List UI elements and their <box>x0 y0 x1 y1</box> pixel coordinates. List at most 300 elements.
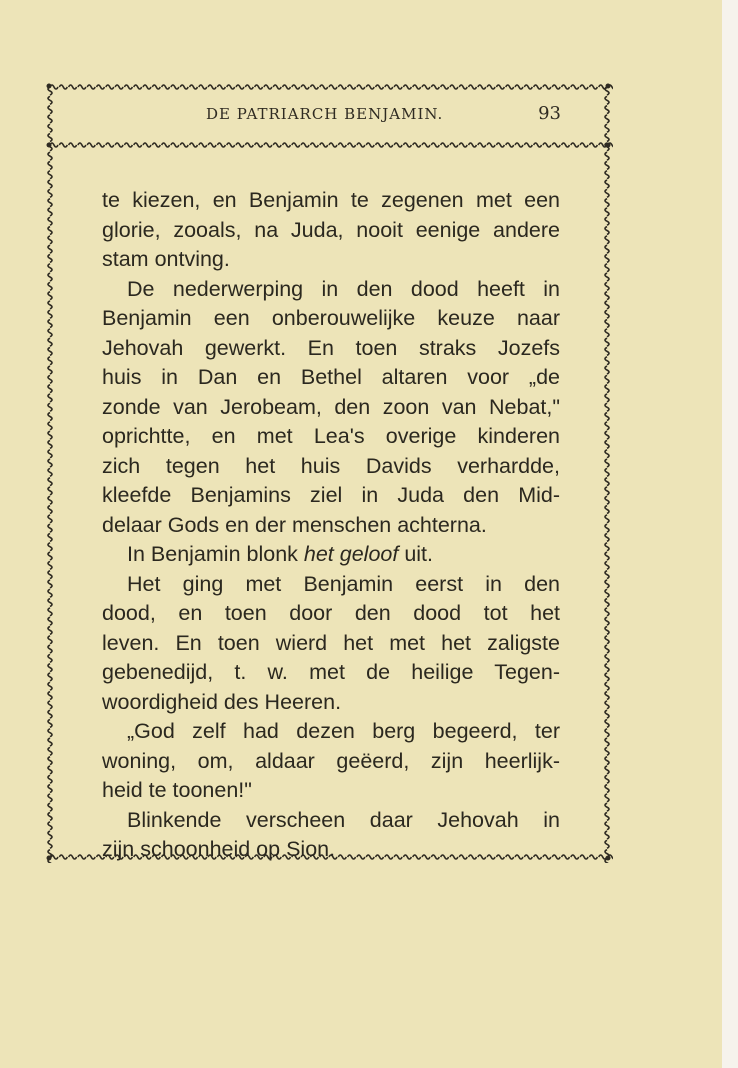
border-ornament <box>552 85 560 89</box>
border-ornament <box>48 561 52 569</box>
emphasis-text: het geloof <box>303 542 399 566</box>
border-ornament <box>422 143 430 147</box>
border-ornament <box>605 496 609 504</box>
border-ornament <box>605 292 609 300</box>
border-ornament <box>605 524 609 532</box>
border-ornament <box>605 450 609 458</box>
border-ornament <box>605 515 609 523</box>
page-number: 93 <box>538 103 561 124</box>
border-ornament <box>48 673 52 681</box>
border-ornament <box>385 85 393 89</box>
border-ornament <box>48 459 52 467</box>
text-line: gebenedijd, t. w. met de heilige Tegen- <box>102 660 560 684</box>
border-ornament <box>78 143 86 147</box>
border-ornament <box>245 143 253 147</box>
border-ornament <box>605 738 609 746</box>
border-ornament <box>48 599 52 607</box>
border-ornament <box>134 85 142 89</box>
border-ornament <box>48 840 52 848</box>
border-ornament <box>48 310 52 318</box>
border-ornament <box>48 227 52 235</box>
border-ornament <box>48 478 52 486</box>
border-ornament <box>605 710 609 718</box>
border-ornament <box>524 85 532 89</box>
border-ornament <box>605 626 609 634</box>
border-ornament <box>329 143 337 147</box>
border-ornament <box>589 855 597 859</box>
border-ornament <box>48 134 52 142</box>
border-ornament <box>605 747 609 755</box>
border-ornament <box>413 143 421 147</box>
border-ornament <box>48 431 52 439</box>
border-ornament <box>48 413 52 421</box>
border-ornament <box>48 403 52 411</box>
paragraph <box>102 540 560 570</box>
border-ornament <box>413 85 421 89</box>
paragraph <box>102 570 560 718</box>
border-ornament <box>48 236 52 244</box>
text-line: glorie, zooals, na Juda, nooit eenige andere <box>102 217 560 242</box>
border-ornament <box>106 85 114 89</box>
border-ornament <box>589 143 597 147</box>
border-ornament <box>227 143 235 147</box>
border-ornament <box>478 85 486 89</box>
border-ornament <box>580 85 588 89</box>
border-ornament <box>236 143 244 147</box>
border-ornament <box>605 394 609 402</box>
border-ornament <box>496 85 504 89</box>
border-ornament <box>171 143 179 147</box>
border-ornament <box>162 85 170 89</box>
border-ornament <box>48 422 52 430</box>
border-ornament <box>48 385 52 393</box>
border-ornament <box>48 347 52 355</box>
border-ornament <box>605 757 609 765</box>
border-ornament <box>605 208 609 216</box>
border-ornament <box>605 673 609 681</box>
border-ornament <box>143 85 151 89</box>
paragraph <box>102 275 560 541</box>
border-ornament <box>605 152 609 160</box>
border-ornament <box>506 85 514 89</box>
border-ornament <box>48 831 52 839</box>
border-ornament <box>48 571 52 579</box>
border-ornament <box>534 85 542 89</box>
border-ornament <box>48 543 52 551</box>
border-ornament <box>227 85 235 89</box>
border-ornament <box>605 692 609 700</box>
text-line: heid te toonen!" <box>102 778 252 802</box>
border-ornament <box>48 273 52 281</box>
border-ornament <box>605 729 609 737</box>
text-line: zonde van Jerobeam, den zoon van Nebat," <box>102 394 560 419</box>
page-edge <box>722 0 738 1068</box>
border-ornament <box>264 85 272 89</box>
border-ornament <box>605 264 609 272</box>
border-ornament <box>48 552 52 560</box>
border-ornament <box>48 199 52 207</box>
border-ornament <box>190 85 198 89</box>
border-ornament <box>115 143 123 147</box>
border-ornament <box>143 143 151 147</box>
border-ornament <box>292 85 300 89</box>
border-ornament <box>78 855 86 859</box>
text-line: delaar Gods en der menschen achterna. <box>102 512 487 537</box>
border-ornament <box>605 645 609 653</box>
border-ornament <box>605 329 609 337</box>
text-run: uit. <box>398 542 433 566</box>
border-ornament <box>48 171 52 179</box>
border-ornament <box>48 254 52 262</box>
border-ornament <box>605 766 609 774</box>
border-ornament <box>48 329 52 337</box>
border-ornament <box>48 803 52 811</box>
border-ornament <box>562 85 570 89</box>
border-ornament <box>48 785 52 793</box>
border-ornament <box>48 738 52 746</box>
border-ornament <box>208 85 216 89</box>
text-line: zich tegen het huis Davids verhardde, <box>102 453 560 478</box>
border-ornament <box>48 245 52 253</box>
border-ornament <box>329 85 337 89</box>
running-header <box>46 103 613 133</box>
text-line: Benjamin een onberouwelijke keuze naar <box>102 306 560 330</box>
border-ornament <box>48 766 52 774</box>
border-ornament <box>605 468 609 476</box>
border-ornament <box>48 208 52 216</box>
border-ornament <box>48 617 52 625</box>
border-ornament <box>394 85 402 89</box>
border-ornament <box>605 245 609 253</box>
text-line: Het ging met Benjamin eerst in den <box>127 571 560 596</box>
text-line: leven. En toen wierd het met het zaligste <box>102 630 560 655</box>
text-line: „God zelf had dezen berg begeerd, ter <box>127 719 560 743</box>
border-ornament <box>552 143 560 147</box>
border-ornament <box>431 143 439 147</box>
border-ornament <box>376 143 384 147</box>
border-ornament <box>283 85 291 89</box>
border-ornament <box>605 775 609 783</box>
border-corner-dot <box>606 143 611 148</box>
border-ornament <box>376 85 384 89</box>
border-ornament <box>605 719 609 727</box>
border-ornament <box>605 273 609 281</box>
border-ornament <box>605 282 609 290</box>
border-ornament <box>69 143 77 147</box>
border-ornament <box>605 561 609 569</box>
border-ornament <box>605 171 609 179</box>
border-ornament <box>48 664 52 672</box>
border-ornament <box>524 143 532 147</box>
border-ornament <box>605 459 609 467</box>
border-ornament <box>605 161 609 169</box>
border-ornament <box>301 85 309 89</box>
border-ornament <box>78 85 86 89</box>
border-ornament <box>87 143 95 147</box>
border-ornament <box>48 468 52 476</box>
border-ornament <box>48 282 52 290</box>
border-ornament <box>59 143 67 147</box>
border-ornament <box>441 143 449 147</box>
border-ornament <box>48 719 52 727</box>
text-line: Jehovah gewerkt. En toen straks Jozefs <box>102 335 560 360</box>
border-ornament <box>87 855 95 859</box>
border-ornament <box>348 143 356 147</box>
border-ornament <box>134 143 142 147</box>
border-ornament <box>605 552 609 560</box>
border-ornament <box>605 533 609 541</box>
text-line: te kiezen, en Benjamin te zegenen met een <box>102 188 560 212</box>
border-ornament <box>605 375 609 383</box>
border-ornament <box>605 403 609 411</box>
border-ornament <box>459 85 467 89</box>
border-ornament <box>320 85 328 89</box>
border-ornament <box>394 143 402 147</box>
border-ornament <box>273 143 281 147</box>
border-ornament <box>97 85 105 89</box>
text-line <box>102 540 560 570</box>
paragraph <box>102 186 560 275</box>
border-ornament <box>152 85 160 89</box>
border-ornament <box>605 580 609 588</box>
border-ornament <box>48 375 52 383</box>
paragraph <box>102 717 560 806</box>
border-ornament <box>422 85 430 89</box>
border-ornament <box>403 143 411 147</box>
text-line: zijn schoonheid op Sion. <box>102 837 336 861</box>
border-ornament <box>190 143 198 147</box>
border-ornament <box>605 320 609 328</box>
border-ornament <box>441 85 449 89</box>
border-ornament <box>562 855 570 859</box>
border-ornament <box>48 701 52 709</box>
border-ornament <box>403 85 411 89</box>
border-ornament <box>605 385 609 393</box>
border-ornament <box>605 701 609 709</box>
border-ornament <box>199 85 207 89</box>
border-ornament <box>217 85 225 89</box>
border-ornament <box>48 636 52 644</box>
border-ornament <box>589 85 597 89</box>
border-ornament <box>171 85 179 89</box>
border-ornament <box>48 682 52 690</box>
text-line: Blinkende verscheen daar Jehovah in <box>127 807 560 832</box>
border-ornament <box>605 664 609 672</box>
border-ornament <box>357 85 365 89</box>
border-ornament <box>115 85 123 89</box>
border-ornament <box>236 85 244 89</box>
border-ornament <box>48 533 52 541</box>
text-run: In Benjamin blonk <box>127 542 304 566</box>
border-ornament <box>431 85 439 89</box>
border-ornament <box>605 254 609 262</box>
border-ornament <box>450 143 458 147</box>
border-ornament <box>571 143 579 147</box>
border-ornament <box>48 626 52 634</box>
border-ornament <box>124 143 132 147</box>
border-ornament <box>48 515 52 523</box>
border-ornament <box>48 301 52 309</box>
border-ornament <box>348 85 356 89</box>
border-ornament <box>255 85 263 89</box>
border-ornament <box>48 524 52 532</box>
border-ornament <box>48 506 52 514</box>
border-ornament <box>48 794 52 802</box>
border-ornament <box>59 855 67 859</box>
border-ornament <box>469 143 477 147</box>
border-ornament <box>48 450 52 458</box>
border-ornament <box>48 161 52 169</box>
border-ornament <box>580 143 588 147</box>
border-ornament <box>605 413 609 421</box>
border-ornament <box>605 589 609 597</box>
border-ornament <box>571 855 579 859</box>
border-ornament <box>605 822 609 830</box>
border-ornament <box>48 775 52 783</box>
border-corner-dot <box>47 856 52 861</box>
border-ornament <box>605 840 609 848</box>
border-ornament <box>48 189 52 197</box>
text-line: stam ontving. <box>102 247 230 271</box>
border-ornament <box>124 85 132 89</box>
border-ornament <box>605 217 609 225</box>
border-ornament <box>605 608 609 616</box>
border-ornament <box>562 143 570 147</box>
border-ornament <box>487 143 495 147</box>
border-ornament <box>605 347 609 355</box>
border-ornament <box>152 143 160 147</box>
border-ornament <box>48 747 52 755</box>
border-ornament <box>605 301 609 309</box>
border-ornament <box>245 85 253 89</box>
text-line: woning, om, aldaar geëerd, zijn heerlijk- <box>102 748 560 773</box>
border-ornament <box>292 143 300 147</box>
border-ornament <box>48 320 52 328</box>
text-line: dood, en toen door den dood tot het <box>102 601 560 625</box>
border-ornament <box>48 822 52 830</box>
border-ornament <box>496 143 504 147</box>
border-ornament <box>97 143 105 147</box>
border-ornament <box>320 143 328 147</box>
border-ornament <box>459 143 467 147</box>
border-ornament <box>605 636 609 644</box>
border-ornament <box>605 682 609 690</box>
border-ornament <box>605 310 609 318</box>
border-ornament <box>48 292 52 300</box>
border-ornament <box>48 152 52 160</box>
border-ornament <box>506 143 514 147</box>
border-ornament <box>543 85 551 89</box>
border-ornament <box>87 85 95 89</box>
border-ornament <box>605 134 609 142</box>
border-ornament <box>59 85 67 89</box>
border-ornament <box>69 85 77 89</box>
text-line: huis in Dan en Bethel altaren voor „de <box>102 365 560 389</box>
border-ornament <box>605 506 609 514</box>
border-ornament <box>48 180 52 188</box>
text-line: De nederwerping in den dood heeft in <box>127 276 560 301</box>
border-ornament <box>605 357 609 365</box>
border-ornament <box>48 757 52 765</box>
border-ornament <box>180 85 188 89</box>
border-ornament <box>208 143 216 147</box>
border-ornament <box>385 143 393 147</box>
border-ornament <box>48 496 52 504</box>
border-ornament <box>605 794 609 802</box>
border-ornament <box>450 85 458 89</box>
border-ornament <box>605 599 609 607</box>
border-corner-dot <box>47 143 52 148</box>
border-ornament <box>515 143 523 147</box>
border-ornament <box>605 199 609 207</box>
border-ornament <box>515 85 523 89</box>
border-ornament <box>217 143 225 147</box>
border-ornament <box>48 394 52 402</box>
border-ornament <box>180 143 188 147</box>
border-ornament <box>162 143 170 147</box>
border-ornament <box>264 143 272 147</box>
border-ornament <box>48 608 52 616</box>
border-ornament <box>48 645 52 653</box>
border-ornament <box>366 143 374 147</box>
border-ornament <box>605 831 609 839</box>
border-ornament <box>366 85 374 89</box>
border-ornament <box>605 236 609 244</box>
border-ornament <box>310 143 318 147</box>
border-ornament <box>273 85 281 89</box>
border-ornament <box>605 478 609 486</box>
border-corner-dot <box>606 856 611 861</box>
border-ornament <box>338 143 346 147</box>
border-ornament <box>48 692 52 700</box>
border-ornament <box>543 143 551 147</box>
border-ornament <box>48 654 52 662</box>
border-ornament <box>48 264 52 272</box>
border-ornament <box>605 543 609 551</box>
border-ornament <box>605 785 609 793</box>
border-ornament <box>48 729 52 737</box>
border-ornament <box>48 487 52 495</box>
border-ornament <box>605 189 609 197</box>
border-ornament <box>106 143 114 147</box>
border-ornament <box>605 338 609 346</box>
border-ornament <box>571 85 579 89</box>
border-ornament <box>605 617 609 625</box>
border-ornament <box>605 431 609 439</box>
border-ornament <box>48 710 52 718</box>
border-corner-dot <box>47 84 52 89</box>
border-ornament <box>605 803 609 811</box>
border-ornament <box>48 812 52 820</box>
border-ornament <box>283 143 291 147</box>
border-ornament <box>301 143 309 147</box>
body-text <box>102 186 560 865</box>
border-ornament <box>605 180 609 188</box>
border-ornament <box>48 366 52 374</box>
border-ornament <box>534 143 542 147</box>
border-ornament <box>605 571 609 579</box>
border-ornament <box>478 143 486 147</box>
border-ornament <box>48 580 52 588</box>
border-corner-dot <box>606 84 611 89</box>
text-line: woordigheid des Heeren. <box>102 689 342 714</box>
border-ornament <box>48 338 52 346</box>
running-title: DE PATRIARCH BENJAMIN. <box>206 105 444 123</box>
border-ornament <box>605 487 609 495</box>
border-ornament <box>357 143 365 147</box>
text-line: kleefde Benjamins ziel in Juda den Mid- <box>102 483 560 507</box>
border-ornament <box>605 366 609 374</box>
